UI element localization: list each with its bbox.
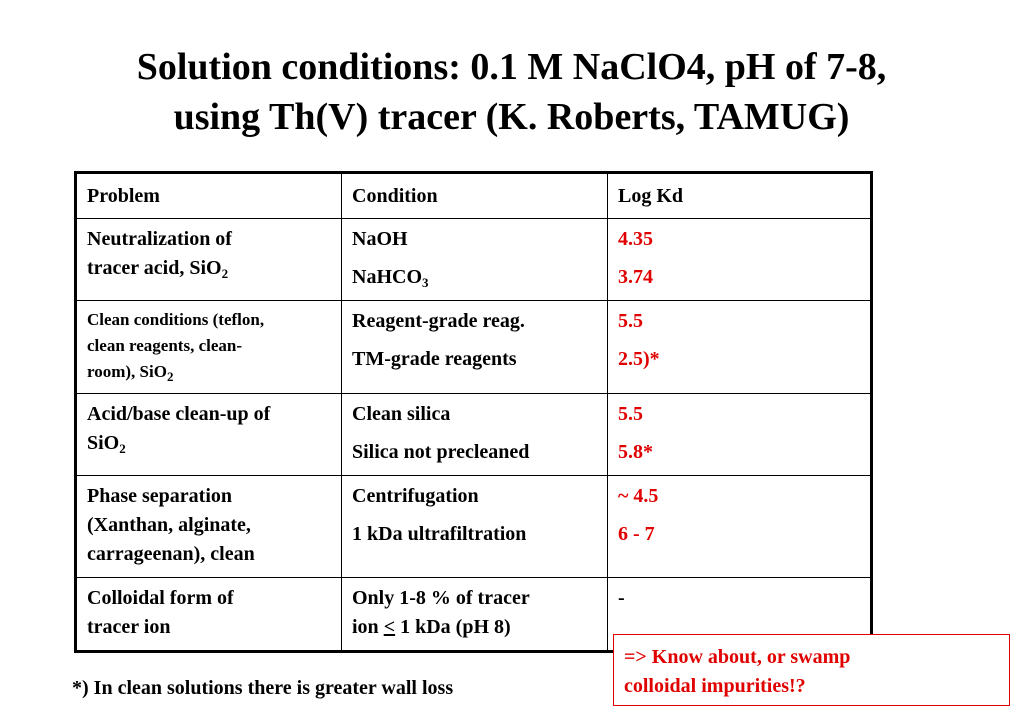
log-kd-value: 2.5)*	[618, 348, 660, 370]
problem-line: tracer ion	[87, 616, 171, 638]
problem-cell	[76, 578, 342, 652]
log-kd-cell	[608, 301, 872, 394]
problem-cell	[76, 394, 342, 476]
problem-line: Phase separation	[87, 485, 232, 507]
log-kd-value: 4.35	[618, 228, 653, 250]
problem-line-with-sub	[87, 359, 331, 385]
table-row	[76, 301, 872, 394]
condition-line: Centrifugation	[352, 485, 479, 507]
table-row	[76, 476, 872, 578]
condition-cell	[342, 476, 608, 578]
log-kd-value: -	[618, 587, 625, 609]
table-row	[76, 394, 872, 476]
problem-line: Acid/base clean-up of	[87, 403, 271, 425]
problem-line-with-sub	[87, 254, 331, 283]
table-row	[76, 219, 872, 301]
subscript: 2	[119, 441, 126, 456]
condition-line: Silica not precleaned	[352, 441, 530, 463]
log-kd-value: ~ 4.5	[618, 485, 659, 507]
log-kd-value: 5.5	[618, 310, 643, 332]
callout-line-2: colloidal impurities!?	[624, 675, 806, 697]
callout-line-1: => Know about, or swamp	[624, 646, 851, 668]
subscript: 2	[166, 369, 174, 384]
log-kd-value: 3.74	[618, 266, 653, 288]
problem-line: Clean conditions (teflon,	[87, 310, 265, 329]
log-kd-cell	[608, 394, 872, 476]
problem-line: clean reagents, clean-	[87, 336, 243, 355]
condition-line: NaOH	[352, 228, 408, 250]
condition-cell	[342, 219, 608, 301]
problem-line: tracer acid, SiO	[87, 257, 222, 279]
header-condition: Condition	[342, 173, 608, 219]
log-kd-table	[74, 171, 873, 653]
condition-line: Only 1-8 % of tracer	[352, 587, 530, 609]
problem-cell	[76, 301, 342, 394]
callout-box	[613, 634, 1010, 706]
condition-line: NaHCO	[352, 266, 422, 288]
subscript: 3	[422, 275, 429, 290]
log-kd-value: 5.5	[618, 403, 643, 425]
header-log-kd: Log Kd	[608, 173, 872, 219]
problem-line-with-sub	[87, 429, 331, 458]
condition-cell	[342, 301, 608, 394]
subscript: 2	[221, 266, 229, 281]
problem-cell	[76, 476, 342, 578]
slide-title	[0, 42, 1023, 142]
condition-text: 1 kDa (pH 8)	[395, 616, 511, 638]
header-problem: Problem	[76, 173, 342, 219]
condition-line-mixed	[352, 613, 597, 642]
table-header-row	[76, 173, 872, 219]
footnote: *) In clean solutions there is greater wall loss	[72, 677, 454, 699]
title-line-2: using Th(V) tracer (K. Roberts, TAMUG)	[173, 96, 850, 138]
condition-text: ion	[352, 616, 384, 638]
problem-line: carrageenan), clean	[87, 543, 255, 565]
log-kd-cell	[608, 219, 872, 301]
problem-line: SiO	[87, 432, 120, 454]
problem-cell	[76, 219, 342, 301]
problem-line: room), SiO	[87, 362, 167, 381]
condition-line: Reagent-grade reag.	[352, 310, 525, 332]
log-kd-value: 6 - 7	[618, 523, 655, 545]
less-equal-symbol: <	[383, 616, 396, 638]
problem-line: Neutralization of	[87, 228, 232, 250]
condition-cell	[342, 578, 608, 652]
condition-cell	[342, 394, 608, 476]
condition-line: TM-grade reagents	[352, 348, 517, 370]
condition-line: Clean silica	[352, 403, 451, 425]
log-kd-cell	[608, 476, 872, 578]
title-line-1: Solution conditions: 0.1 M NaClO4, pH of 7-8,	[136, 46, 887, 88]
condition-line: 1 kDa ultrafiltration	[352, 523, 527, 545]
condition-line-with-sub	[352, 263, 597, 292]
problem-line: (Xanthan, alginate,	[87, 514, 251, 536]
log-kd-value: 5.8*	[618, 441, 653, 463]
problem-line: Colloidal form of	[87, 587, 234, 609]
